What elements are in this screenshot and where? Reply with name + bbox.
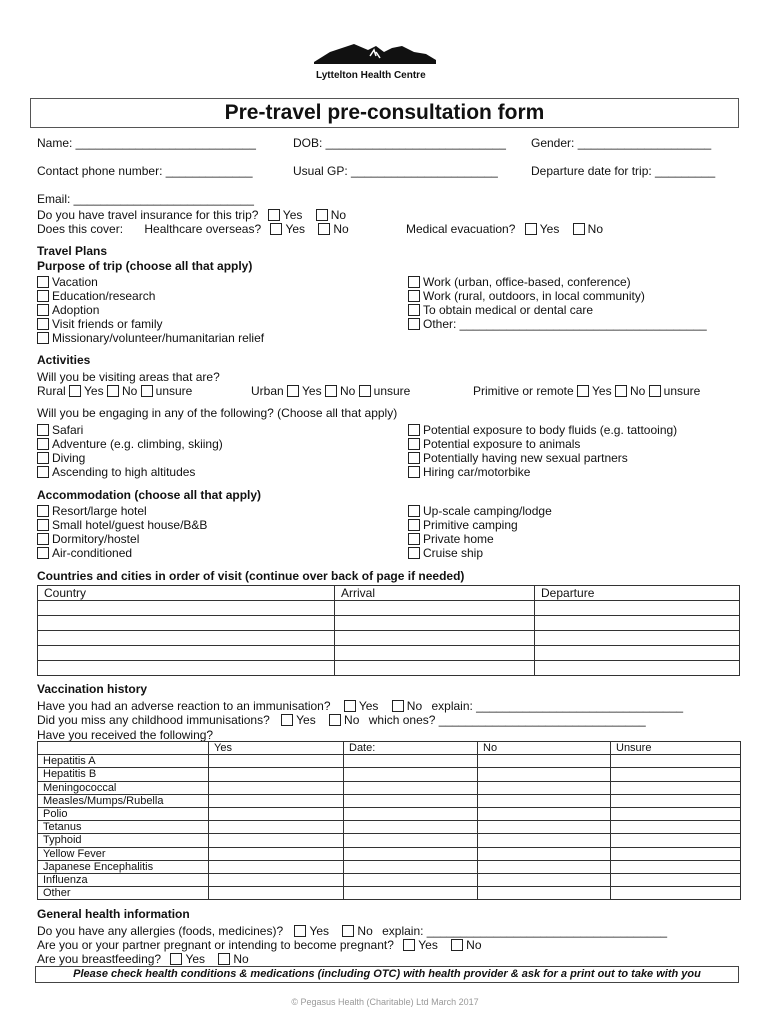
accommodation-checkbox[interactable] xyxy=(408,519,420,531)
unsure-column-header: Unsure xyxy=(611,742,741,755)
option-label: Resort/large hotel xyxy=(52,504,147,518)
general-health-heading: General health information xyxy=(37,907,190,921)
purpose-right-item[interactable] xyxy=(408,303,593,317)
table-row xyxy=(38,601,740,616)
email-field[interactable]: Email: ___________________________ xyxy=(37,192,254,206)
vaccine-name: Hepatitis B xyxy=(38,768,209,781)
no-label: No xyxy=(629,384,646,398)
pregnant-no-checkbox[interactable] xyxy=(451,939,463,951)
breastfeeding-yes-checkbox[interactable] xyxy=(170,953,182,965)
yes-cell[interactable] xyxy=(209,755,344,768)
option-label: Missionary/volunteer/humanitarian relief xyxy=(52,331,265,345)
option-label: Primitive camping xyxy=(423,518,518,532)
allergies-row xyxy=(37,924,667,938)
table-header-row xyxy=(38,742,741,755)
activity-right-item[interactable] xyxy=(408,437,580,451)
option-label: Vacation xyxy=(52,275,98,289)
adverse-explain-field[interactable]: explain: _______________________________ xyxy=(431,699,684,713)
unsure-cell[interactable] xyxy=(611,807,741,820)
no-cell[interactable] xyxy=(478,860,611,873)
activity-left-item[interactable] xyxy=(37,465,195,479)
table-row xyxy=(38,616,740,631)
unsure-cell[interactable] xyxy=(611,794,741,807)
departure-date-field[interactable]: Departure date for trip: _________ xyxy=(531,164,716,178)
accommodation-checkbox[interactable] xyxy=(37,505,49,517)
vaccination-table xyxy=(37,741,741,900)
table-row xyxy=(38,755,741,768)
vaccine-name: Other xyxy=(38,887,209,900)
unsure-cell[interactable] xyxy=(611,834,741,847)
accommodation-right-item[interactable] xyxy=(408,532,494,546)
option-label: Small hotel/guest house/B&B xyxy=(52,518,208,532)
purpose-left-item[interactable] xyxy=(37,275,98,289)
date-cell[interactable] xyxy=(344,821,478,834)
option-label: Other: _____________________________________ xyxy=(423,317,707,331)
purpose-left-item[interactable] xyxy=(37,331,264,345)
option-label: Cruise ship xyxy=(423,546,484,560)
date-cell[interactable] xyxy=(344,755,478,768)
areas-question: Will you be visiting areas that are? xyxy=(37,370,220,384)
activities-heading: Activities xyxy=(37,353,91,367)
arrival-cell[interactable] xyxy=(335,631,535,646)
accommodation-heading: Accommodation (choose all that apply) xyxy=(37,488,262,502)
yes-cell[interactable] xyxy=(209,821,344,834)
date-cell[interactable] xyxy=(344,887,478,900)
accommodation-right-item[interactable] xyxy=(408,504,552,518)
option-label: Adventure (e.g. climbing, skiing) xyxy=(52,437,223,451)
no-label: No xyxy=(339,384,356,398)
received-question: Have you received the following? xyxy=(37,728,214,742)
unsure-cell[interactable] xyxy=(611,873,741,886)
date-cell[interactable] xyxy=(344,873,478,886)
no-column-header: No xyxy=(478,742,611,755)
vaccine-name: Polio xyxy=(38,807,209,820)
activity-checkbox[interactable] xyxy=(408,466,420,478)
primitive-row xyxy=(473,384,700,398)
cover-row xyxy=(37,222,349,236)
table-row xyxy=(38,661,740,676)
yes-label: Yes xyxy=(309,924,330,938)
option-label: Potential exposure to animals xyxy=(423,437,581,451)
pregnant-question: Are you or your partner pregnant or intending to become pregnant? xyxy=(37,938,394,952)
table-row xyxy=(38,834,741,847)
accommodation-left-item[interactable] xyxy=(37,518,207,532)
departure-cell[interactable] xyxy=(535,616,740,631)
no-label: No xyxy=(466,938,482,952)
primitive-unsure-checkbox[interactable] xyxy=(649,385,661,397)
purpose-checkbox[interactable] xyxy=(408,304,420,316)
date-column-header: Date: xyxy=(344,742,478,755)
table-row xyxy=(38,887,741,900)
date-cell[interactable] xyxy=(344,807,478,820)
purpose-left-item[interactable] xyxy=(37,289,155,303)
primitive-label: Primitive or remote xyxy=(473,384,574,398)
no-cell[interactable] xyxy=(478,794,611,807)
accommodation-checkbox[interactable] xyxy=(37,547,49,559)
table-row xyxy=(38,794,741,807)
no-cell[interactable] xyxy=(478,807,611,820)
yes-label: Yes xyxy=(185,952,206,966)
option-label: Ascending to high altitudes xyxy=(52,465,196,479)
no-cell[interactable] xyxy=(478,755,611,768)
option-label: Hiring car/motorbike xyxy=(423,465,531,479)
unsure-cell[interactable] xyxy=(611,821,741,834)
yes-cell[interactable] xyxy=(209,781,344,794)
rural-unsure-checkbox[interactable] xyxy=(141,385,153,397)
arrival-cell[interactable] xyxy=(335,601,535,616)
page-title: Pre-travel pre-consultation form xyxy=(30,98,739,128)
yes-cell[interactable] xyxy=(209,887,344,900)
purpose-checkbox[interactable] xyxy=(37,304,49,316)
date-cell[interactable] xyxy=(344,781,478,794)
adverse-no-checkbox[interactable] xyxy=(392,700,404,712)
allergies-question: Do you have any allergies (foods, medicines)? xyxy=(37,924,284,938)
no-label: No xyxy=(587,222,604,236)
breastfeeding-no-checkbox[interactable] xyxy=(218,953,230,965)
activity-checkbox[interactable] xyxy=(37,438,49,450)
activity-checkbox[interactable] xyxy=(408,438,420,450)
activity-checkbox[interactable] xyxy=(37,452,49,464)
no-label: No xyxy=(406,699,423,713)
date-cell[interactable] xyxy=(344,860,478,873)
activity-checkbox[interactable] xyxy=(37,466,49,478)
yes-cell[interactable] xyxy=(209,794,344,807)
accommodation-checkbox[interactable] xyxy=(37,519,49,531)
departure-cell[interactable] xyxy=(535,646,740,661)
urban-row xyxy=(251,384,410,398)
option-label: Education/research xyxy=(52,289,156,303)
yes-label: Yes xyxy=(358,699,379,713)
yes-label: Yes xyxy=(296,713,316,727)
country-cell[interactable] xyxy=(38,646,335,661)
purpose-checkbox[interactable] xyxy=(408,318,420,330)
evacuation-label: Medical evacuation? xyxy=(406,222,516,236)
purpose-checkbox[interactable] xyxy=(37,318,49,330)
yes-label: Yes xyxy=(285,222,306,236)
table-row xyxy=(38,860,741,873)
date-cell[interactable] xyxy=(344,768,478,781)
purpose-checkbox[interactable] xyxy=(37,332,49,344)
activity-right-item[interactable] xyxy=(408,451,628,465)
table-row xyxy=(38,807,741,820)
vaccine-column-header xyxy=(38,742,209,755)
yes-cell[interactable] xyxy=(209,834,344,847)
no-label: No xyxy=(333,222,349,236)
country-cell[interactable] xyxy=(38,661,335,676)
table-row xyxy=(38,768,741,781)
adverse-yes-checkbox[interactable] xyxy=(344,700,356,712)
unsure-cell[interactable] xyxy=(611,860,741,873)
vaccine-name: Tetanus xyxy=(38,821,209,834)
evacuation-no-checkbox[interactable] xyxy=(573,223,585,235)
no-cell[interactable] xyxy=(478,887,611,900)
option-label: Air-conditioned xyxy=(52,546,133,560)
option-label: Potential exposure to body fluids (e.g. tattooing) xyxy=(423,423,678,437)
vaccine-name: Japanese Encephalitis xyxy=(38,860,209,873)
allergies-no-checkbox[interactable] xyxy=(342,925,354,937)
usual-gp-field[interactable]: Usual GP: ______________________ xyxy=(293,164,498,178)
vaccine-name: Yellow Fever xyxy=(38,847,209,860)
option-label: To obtain medical or dental care xyxy=(423,303,594,317)
breastfeeding-question: Are you breastfeeding? xyxy=(37,952,162,966)
gender-field[interactable]: Gender: ____________________ xyxy=(531,136,712,150)
breastfeeding-row xyxy=(37,952,249,966)
no-cell[interactable] xyxy=(478,834,611,847)
travel-plans-heading: Travel Plans xyxy=(37,244,108,258)
rural-label: Rural xyxy=(37,384,66,398)
departure-cell[interactable] xyxy=(535,601,740,616)
vaccine-name: Measles/Mumps/Rubella xyxy=(38,794,209,807)
yes-label: Yes xyxy=(84,384,104,398)
table-row xyxy=(38,646,740,661)
option-label: Visit friends or family xyxy=(52,317,163,331)
option-label: Adoption xyxy=(52,303,100,317)
purpose-checkbox[interactable] xyxy=(37,276,49,288)
vaccine-name: Meningococcal xyxy=(38,781,209,794)
yes-label: Yes xyxy=(539,222,560,236)
accommodation-left-item[interactable] xyxy=(37,504,147,518)
unsure-cell[interactable] xyxy=(611,755,741,768)
missed-yes-checkbox[interactable] xyxy=(281,714,293,726)
missed-row xyxy=(37,713,646,727)
allergies-yes-checkbox[interactable] xyxy=(294,925,306,937)
activity-checkbox[interactable] xyxy=(408,424,420,436)
purpose-checkbox[interactable] xyxy=(37,290,49,302)
accommodation-checkbox[interactable] xyxy=(408,547,420,559)
activity-left-item[interactable] xyxy=(37,423,83,437)
unsure-label: unsure xyxy=(373,384,411,398)
unsure-label: unsure xyxy=(663,384,701,398)
yes-cell[interactable] xyxy=(209,768,344,781)
arrival-column-header: Arrival xyxy=(335,586,535,601)
purpose-left-item[interactable] xyxy=(37,317,162,331)
adverse-row xyxy=(37,699,683,713)
countries-table xyxy=(37,585,740,676)
pregnant-row xyxy=(37,938,482,952)
evacuation-row xyxy=(406,222,603,236)
no-label: No xyxy=(121,384,138,398)
insurance-row xyxy=(37,208,346,222)
purpose-left-item[interactable] xyxy=(37,303,99,317)
urban-label: Urban xyxy=(251,384,284,398)
table-row xyxy=(38,781,741,794)
health-check-banner: Please check health conditions & medications (including OTC) with health provider & ask for a print out to take with you xyxy=(35,966,739,983)
activity-left-item[interactable] xyxy=(37,437,223,451)
healthcare-no-checkbox[interactable] xyxy=(318,223,330,235)
pregnant-yes-checkbox[interactable] xyxy=(403,939,415,951)
no-label: No xyxy=(233,952,249,966)
departure-column-header: Departure xyxy=(535,586,740,601)
no-cell[interactable] xyxy=(478,847,611,860)
activity-checkbox[interactable] xyxy=(37,424,49,436)
option-label: Private home xyxy=(423,532,494,546)
date-cell[interactable] xyxy=(344,794,478,807)
unsure-cell[interactable] xyxy=(611,768,741,781)
allergies-explain-field[interactable]: explain: ____________________________________ xyxy=(382,924,668,938)
yes-label: Yes xyxy=(302,384,322,398)
countries-heading: Countries and cities in order of visit (continue over back of page if needed) xyxy=(37,569,465,583)
cover-label: Does this cover: xyxy=(37,222,124,236)
arrival-cell[interactable] xyxy=(335,661,535,676)
date-cell[interactable] xyxy=(344,847,478,860)
yes-cell[interactable] xyxy=(209,807,344,820)
arrival-cell[interactable] xyxy=(335,646,535,661)
purpose-right-item[interactable] xyxy=(408,317,707,331)
option-label: Diving xyxy=(52,451,86,465)
no-cell[interactable] xyxy=(478,768,611,781)
rural-no-checkbox[interactable] xyxy=(107,385,119,397)
no-cell[interactable] xyxy=(478,821,611,834)
activity-right-item[interactable] xyxy=(408,465,530,479)
table-row xyxy=(38,631,740,646)
no-cell[interactable] xyxy=(478,781,611,794)
option-label: Potentially having new sexual partners xyxy=(423,451,628,465)
mountain-logo-icon xyxy=(310,40,440,70)
unsure-cell[interactable] xyxy=(611,847,741,860)
activity-right-item[interactable] xyxy=(408,423,677,437)
no-label: No xyxy=(344,713,360,727)
missed-no-checkbox[interactable] xyxy=(329,714,341,726)
vaccination-heading: Vaccination history xyxy=(37,682,148,696)
which-ones-field[interactable]: which ones? _______________________________ xyxy=(368,713,646,727)
yes-label: Yes xyxy=(592,384,612,398)
dob-field[interactable]: DOB: ___________________________ xyxy=(293,136,506,150)
vaccine-name: Influenza xyxy=(38,873,209,886)
country-column-header: Country xyxy=(38,586,335,601)
country-cell[interactable] xyxy=(38,631,335,646)
table-row xyxy=(38,873,741,886)
unsure-label: unsure xyxy=(155,384,193,398)
purpose-checkbox[interactable] xyxy=(408,276,420,288)
yes-cell[interactable] xyxy=(209,860,344,873)
missed-question: Did you miss any childhood immunisations? xyxy=(37,713,270,727)
rural-row xyxy=(37,384,192,398)
yes-cell[interactable] xyxy=(209,847,344,860)
accommodation-checkbox[interactable] xyxy=(408,533,420,545)
urban-no-checkbox[interactable] xyxy=(325,385,337,397)
insurance-question: Do you have travel insurance for this trip? xyxy=(37,208,259,222)
healthcare-overseas-label: Healthcare overseas? xyxy=(144,222,262,236)
departure-cell[interactable] xyxy=(535,631,740,646)
accommodation-checkbox[interactable] xyxy=(37,533,49,545)
urban-unsure-checkbox[interactable] xyxy=(359,385,371,397)
yes-cell[interactable] xyxy=(209,873,344,886)
option-label: Work (rural, outdoors, in local community) xyxy=(423,289,645,303)
option-label: Safari xyxy=(52,423,84,437)
activity-left-item[interactable] xyxy=(37,451,85,465)
insurance-yes-checkbox[interactable] xyxy=(268,209,280,221)
purpose-heading: Purpose of trip (choose all that apply) xyxy=(37,259,253,273)
no-label: No xyxy=(330,208,347,222)
rural-yes-checkbox[interactable] xyxy=(69,385,81,397)
table-row xyxy=(38,847,741,860)
activity-checkbox[interactable] xyxy=(408,452,420,464)
yes-label: Yes xyxy=(418,938,438,952)
primitive-no-checkbox[interactable] xyxy=(615,385,627,397)
departure-cell[interactable] xyxy=(535,661,740,676)
purpose-right-item[interactable] xyxy=(408,289,645,303)
engage-question: Will you be engaging in any of the following? (Choose all that apply) xyxy=(37,406,398,420)
evacuation-yes-checkbox[interactable] xyxy=(525,223,537,235)
arrival-cell[interactable] xyxy=(335,616,535,631)
lyttelton-logo xyxy=(310,40,440,85)
insurance-no-checkbox[interactable] xyxy=(316,209,328,221)
no-label: No xyxy=(357,924,373,938)
name-field[interactable]: Name: ___________________________ xyxy=(37,136,256,150)
yes-label: Yes xyxy=(282,208,303,222)
unsure-cell[interactable] xyxy=(611,781,741,794)
country-cell[interactable] xyxy=(38,616,335,631)
accommodation-right-item[interactable] xyxy=(408,546,483,560)
copyright-footer: © Pegasus Health (Charitable) Ltd March 2017 xyxy=(291,997,479,1007)
accommodation-right-item[interactable] xyxy=(408,518,518,532)
no-cell[interactable] xyxy=(478,873,611,886)
healthcare-yes-checkbox[interactable] xyxy=(270,223,282,235)
urban-yes-checkbox[interactable] xyxy=(287,385,299,397)
vaccine-name: Hepatitis A xyxy=(38,755,209,768)
option-label: Dormitory/hostel xyxy=(52,532,140,546)
accommodation-left-item[interactable] xyxy=(37,532,139,546)
vaccine-name: Typhoid xyxy=(38,834,209,847)
contact-phone-field[interactable]: Contact phone number: _____________ xyxy=(37,164,253,178)
option-label: Up-scale camping/lodge xyxy=(423,504,552,518)
table-header-row xyxy=(38,586,740,601)
option-label: Work (urban, office-based, conference) xyxy=(423,275,631,289)
primitive-yes-checkbox[interactable] xyxy=(577,385,589,397)
accommodation-left-item[interactable] xyxy=(37,546,132,560)
date-cell[interactable] xyxy=(344,834,478,847)
table-row xyxy=(38,821,741,834)
purpose-right-item[interactable] xyxy=(408,275,631,289)
logo-text: Lyttelton Health Centre xyxy=(316,70,426,81)
yes-column-header: Yes xyxy=(209,742,344,755)
purpose-checkbox[interactable] xyxy=(408,290,420,302)
adverse-question: Have you had an adverse reaction to an immunisation? xyxy=(37,699,331,713)
accommodation-checkbox[interactable] xyxy=(408,505,420,517)
country-cell[interactable] xyxy=(38,601,335,616)
unsure-cell[interactable] xyxy=(611,887,741,900)
